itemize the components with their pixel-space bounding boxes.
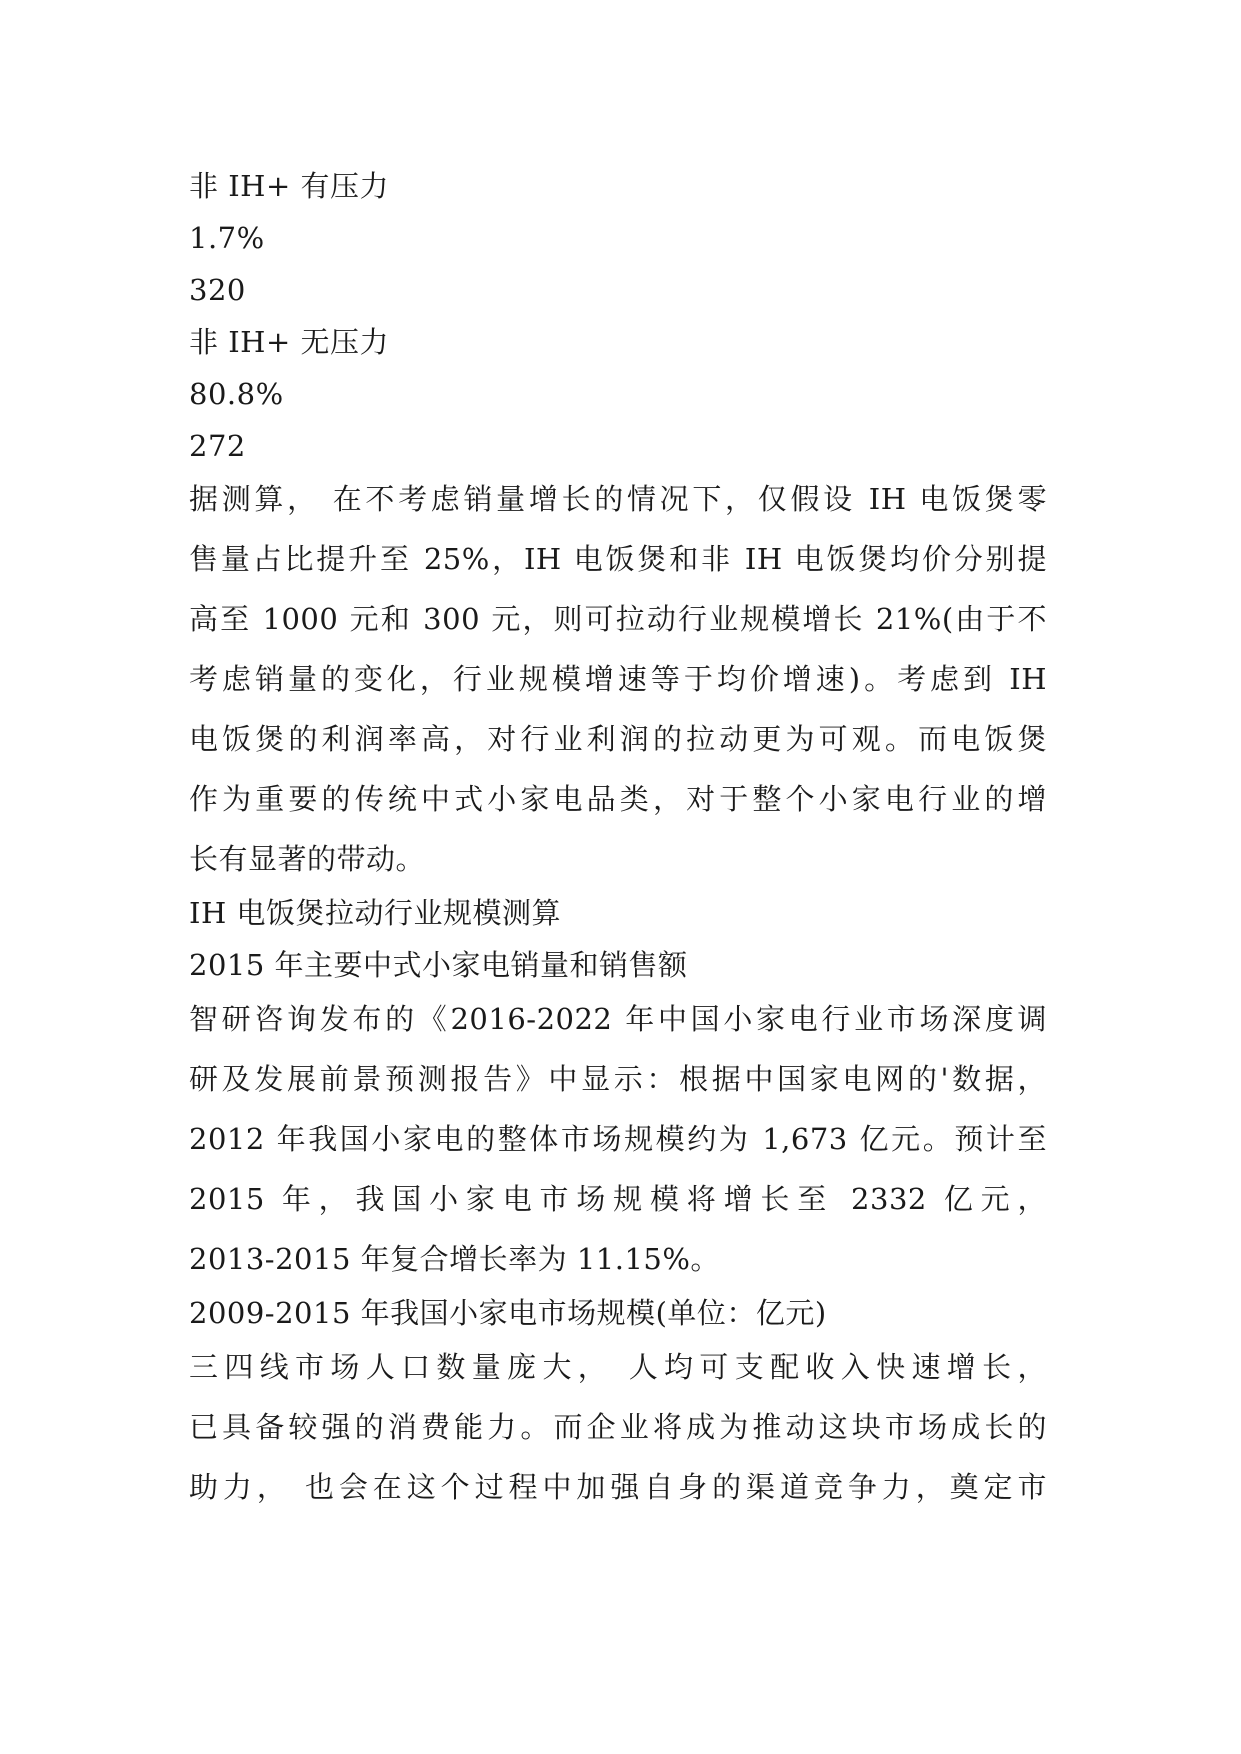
text-line: 非 IH+ 有压力: [189, 169, 389, 203]
text-line: 80.8%: [189, 377, 284, 411]
paragraph-line: 长有显著的带动。: [189, 842, 426, 876]
paragraph-line: 研及发展前景预测报告》中显示：根据中国家电网的'数据，: [189, 1062, 1047, 1096]
text-line: 1.7%: [189, 221, 265, 255]
paragraph-line: 作为重要的传统中式小家电品类，对于整个小家电行业的增: [189, 782, 1047, 816]
paragraph-line: 三四线市场人口数量庞大， 人均可支配收入快速增长，: [189, 1350, 1047, 1384]
paragraph-line: 已具备较强的消费能力。而企业将成为推动这块市场成长的: [189, 1410, 1047, 1444]
paragraph-line: 智研咨询发布的《2016-2022 年中国小家电行业市场深度调: [189, 1002, 1047, 1036]
paragraph-line: 售量占比提升至 25%，IH 电饭煲和非 IH 电饭煲均价分别提: [189, 542, 1047, 576]
paragraph-line: 电饭煲的利润率高，对行业利润的拉动更为可观。而电饭煲: [189, 722, 1047, 756]
text-line: 320: [189, 273, 246, 307]
text-line: 272: [189, 429, 246, 463]
paragraph-line: 高至 1000 元和 300 元，则可拉动行业规模增长 21%(由于不: [189, 602, 1047, 636]
figure-caption: IH 电饭煲拉动行业规模测算: [189, 896, 561, 930]
paragraph-line: 2015 年，我国小家电市场规模将增长至 2332 亿元，: [189, 1182, 1047, 1216]
paragraph-line: 据测算， 在不考虑销量增长的情况下，仅假设 IH 电饭煲零: [189, 482, 1047, 516]
text-line: 非 IH+ 无压力: [189, 325, 389, 359]
figure-caption: 2015 年主要中式小家电销量和销售额: [189, 948, 688, 982]
paragraph-line: 2013-2015 年复合增长率为 11.15%。: [189, 1242, 720, 1276]
figure-caption: 2009-2015 年我国小家电市场规模(单位：亿元): [189, 1296, 827, 1330]
paragraph-line: 考虑销量的变化，行业规模增速等于均价增速)。考虑到 IH: [189, 662, 1047, 696]
paragraph-line: 2012 年我国小家电的整体市场规模约为 1,673 亿元。预计至: [189, 1122, 1047, 1156]
paragraph-line: 助力， 也会在这个过程中加强自身的渠道竞争力，奠定市: [189, 1470, 1047, 1504]
